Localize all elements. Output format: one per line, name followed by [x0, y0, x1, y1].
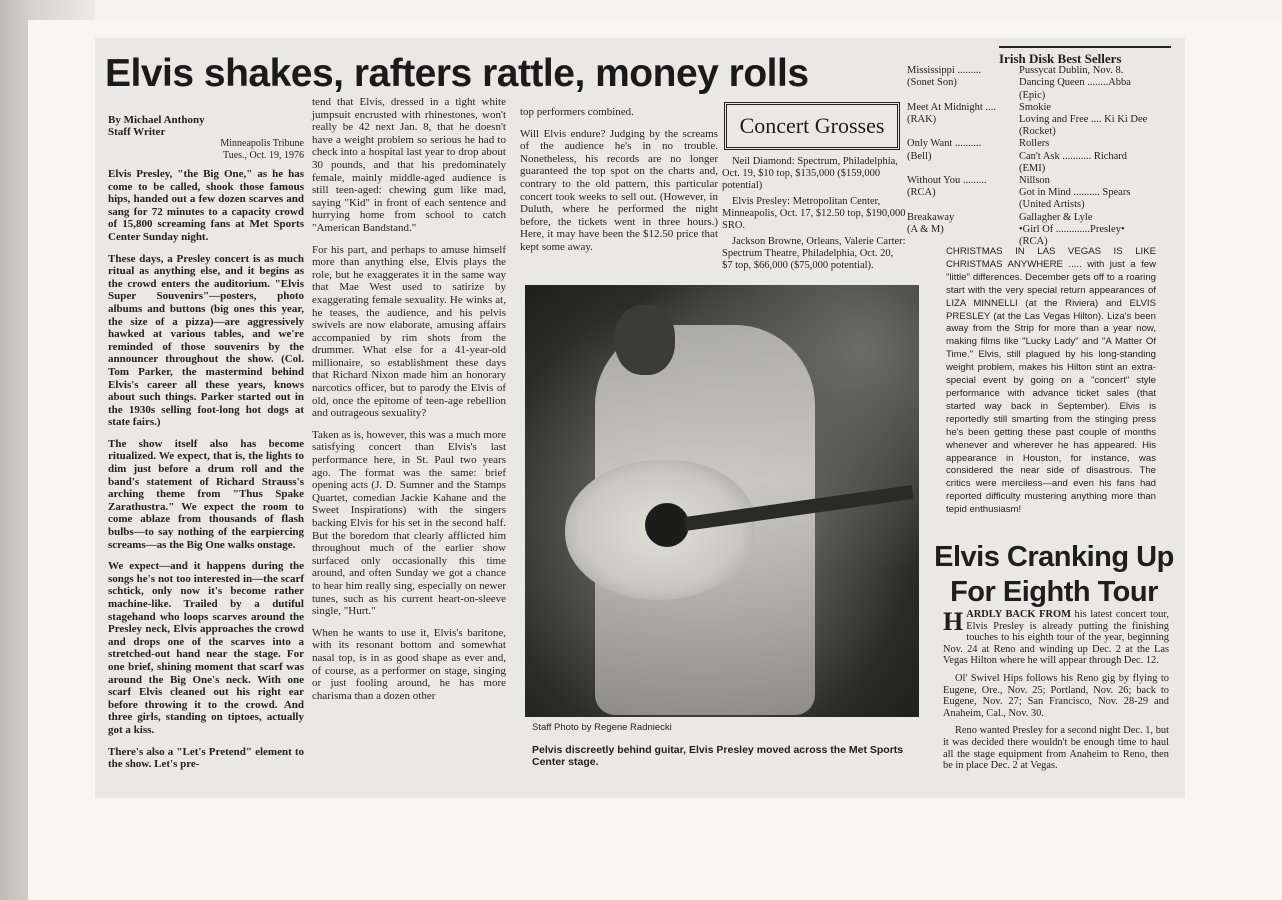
tour-headline-line-1: Elvis Cranking Up	[934, 541, 1174, 573]
best-seller-right: Got in Mind .......... Spears	[1019, 187, 1131, 199]
concert-grosses-title: Concert Grosses	[724, 102, 900, 150]
paragraph: These days, a Presley concert is as much ritual as anything else, and it begins as the crowd enters the auditorium. "Elvis Super Souvenirs"—posters, photo albums and buttons (big ones this year, the size of a pizza)—are aggressively hawked at various tables, and we're reminded of those souvenirs by the announcer throughout the show. (Col. Tom Parker, the mastermind behind Elvis's career all these years, knows about such things. Parker started out in the 1930s selling foot-long hot dogs at state fairs.)	[108, 252, 304, 429]
paragraph: When he wants to use it, Elvis's baritone, with its resonant bottom and somewhat nasal top, is in as good shape as ever and, of course, as a performer on stage, singing or just fooling around, he has more charisma than a dozen other	[312, 626, 506, 702]
best-seller-right: Can't Ask ........... Richard	[1019, 150, 1128, 162]
tour-headline	[928, 540, 1180, 610]
paragraph: There's also a "Let's Pretend" element to the show. Let's pre-	[108, 745, 304, 771]
paragraph: We expect—and it happens during the songs he's not too interested in—the scarf schtick, only now it's become rather machine-like. Trailed by a dutiful stagehand who loops scarves around the Presley neck, Elvis approaches the crowd and drops one of the scarves into a stretched-out hand near the stage. For one brief, shining moment that scarf was around the Big One's neck. With one scarf Elvis cleaned out his right ear before throwing it to the crowd. And three girls, standing on tiptoes, actually got a kiss.	[108, 560, 304, 736]
drop-cap: H	[943, 607, 964, 636]
photo-credit: Staff Photo by Regene Radniecki	[532, 722, 672, 733]
tour-text: his latest concert tour, Elvis Presley is already putting the finishing touches to his eighth tour of the year, beginning Nov. 24 at Reno and winding up Dec. 2 at the Las Vegas Hilton where he will appear through Dec. 12.	[943, 609, 1170, 667]
best-seller-row	[907, 77, 1171, 89]
best-seller-left	[907, 90, 1019, 102]
tour-lead: ARDLY BACK FROM	[966, 609, 1071, 620]
dateline-date: Tues., Oct. 19, 1976	[222, 150, 304, 161]
best-seller-right: (United Artists)	[1019, 199, 1085, 211]
best-seller-row	[907, 102, 1171, 114]
best-seller-row	[907, 151, 1171, 163]
tour-paragraph: Reno wanted Presley for a second night Dec. 1, but it was decided there wouldn't be enough time to haul all the stage equipment from Anaheim to Reno, then be in place Dec. 2 at Vegas.	[943, 725, 1169, 772]
best-seller-left: Without You .........	[907, 175, 987, 187]
article-column-1	[108, 114, 304, 780]
las-vegas-gossip: CHRISTMAS IN LAS VEGAS IS LIKE CHRISTMAS ANYWHERE ..... with just a few "little" differences. December gets off to a roaring start with the very special return appearances of LIZA MINNELLI (at the Riviera) and ELVIS PRESLEY (at the Las Vegas Hilton). Liza's been away from the Strip for more than a year now, making films like "Lucky Lady" and "A Matter Of Time." Elvis, still plagued by his long-standing weight problem, makes his Hilton stint an extra-special event by going on a "concert" style performance with advance ticket sales (that started way back in September). Elvis is reportedly still smarting from the stinging press he's been getting these past couple of months whenever and wherever he has appeared. His appearance in Houston, for instance, was considered the near side of disastrous. The critics were merciless—and even his fans had reported difficulty mustering anything more than tepid enthusiasm!	[946, 246, 1156, 516]
photo-caption: Pelvis discreetly behind guitar, Elvis Presley moved across the Met Sports Center stage.	[532, 744, 904, 768]
best-seller-right: (Epic)	[1019, 89, 1046, 101]
best-seller-right: Pussycat Dublin, Nov. 8.	[1019, 65, 1124, 77]
paragraph: tend that Elvis, dressed in a tight white jumpsuit encrusted with rhinestones, won't really be 42 next Jan. 8, that he doesn't have a weight problem so serious he had to check into a hospital last year to drop about 30 pounds, and that his predominately female, mainly middle-aged audience is still teen-aged: chewing gum like mad, saying "Kid" in front of each sentence and hurrying home from school to catch "American Bandstand."	[312, 96, 506, 234]
best-seller-right: Smokie	[1019, 101, 1052, 113]
best-seller-left: (Sonet Son)	[907, 77, 957, 89]
best-seller-row	[907, 212, 1171, 224]
best-seller-right: (RCA)	[1019, 236, 1048, 248]
dateline	[108, 138, 304, 162]
best-seller-right: Loving and Free .... Ki Ki Dee	[1019, 114, 1148, 126]
article-headline: Elvis shakes, rafters rattle, money rolls	[105, 52, 809, 95]
best-seller-right: (Rocket)	[1019, 126, 1056, 138]
tour-paragraph: Ol' Swivel Hips follows his Reno gig by flying to Eugene, Ore., Nov. 25; Portland, Nov. 26; back to Eugene, Nov. 27; San Francisco, Nov. 28-29 and Anaheim, Cal., Nov. 30.	[943, 672, 1169, 719]
best-seller-left: (RAK)	[907, 114, 937, 126]
best-seller-left: Mississippi .........	[907, 65, 982, 77]
grosses-entry: Elvis Presley: Metropolitan Center, Minneapolis, Oct. 17, $12.50 top, $190,000 SRO.	[722, 196, 906, 231]
best-seller-right: (EMI)	[1019, 162, 1046, 174]
best-seller-left	[907, 199, 1019, 211]
elvis-photo	[525, 285, 919, 717]
best-seller-right: Dancing Queen ........Abba	[1019, 77, 1131, 89]
article-column-3	[520, 106, 718, 263]
best-seller-right: Gallagher & Lyle	[1019, 211, 1093, 223]
best-seller-row	[907, 163, 1171, 175]
best-seller-left: (RCA)	[907, 187, 936, 199]
best-seller-left: (Bell)	[907, 150, 932, 162]
paragraph: Taken as is, however, this was a much more satisfying concert than Elvis's last performance here, in St. Paul two years ago. The format was the same: brief opening acts (J. D. Sumner and the Stamps Quartet, comedian Jackie Kahane and the Sweet Inspirations) with the singers backing Elvis for his set in the second half. But the boredom that clearly afflicted him throughout much of the earlier show surfaced only occasionally this time around, and often Sunday we got a chance to hear him really sing, especially on newer tunes, such as his current heart-on-sleeve single, "Hurt."	[312, 428, 506, 618]
paragraph: Will Elvis endure? Judging by the screams of the audience he's in no trouble. Nonetheless, his records are no longer guaranteed the top spot on the charts and, contrary to the old pattern, this particular concert took weeks to sell out. (However, in Duluth, where he performed the night before, the tickets went in three hours.) Here, it may have been the $12.50 price that kept some away.	[520, 127, 718, 253]
paragraph: The show itself also has become ritualized. We expect, that is, the lights to dim just before a drum roll and the band's statement of Richard Strauss's arching theme from "Thus Spake Zarathustra." We expect the room to come ablaze from thousands of flash bulbs—to say nothing of the earpiercing screams—as the Big One walks onstage.	[108, 437, 304, 551]
best-seller-row	[907, 90, 1171, 102]
best-seller-left: Breakaway	[907, 211, 955, 223]
best-sellers-title: Irish Disk Best Sellers	[999, 46, 1171, 65]
best-seller-row	[907, 138, 1171, 150]
byline-name: By Michael Anthony	[108, 114, 205, 126]
byline-title: Staff Writer	[108, 126, 166, 138]
grosses-entry: Neil Diamond: Spectrum, Philadelphia, Oct. 19, $10 top, $135,000 ($159,000 potential)	[722, 156, 898, 191]
best-seller-left	[907, 163, 1019, 175]
best-seller-row	[907, 126, 1171, 138]
best-seller-left: Meet At Midnight ....	[907, 101, 996, 113]
grosses-entry: Jackson Browne, Orleans, Valerie Carter: Spectrum Theatre, Philadelphia, Oct. 20, $7 top, $66,000 ($75,000 potential).	[722, 236, 906, 271]
best-seller-row	[907, 65, 1171, 77]
tour-paragraph	[943, 609, 1169, 667]
best-seller-right: Rollers	[1019, 138, 1050, 150]
best-seller-row	[907, 187, 1171, 199]
paragraph: Elvis Presley, "the Big One," as he has come to be called, shook those famous hips, handed out a few dozen scarves and sang for 72 minutes to a capacity crowd of 15,800 screaming fans at Met Sports Center Sunday night.	[108, 168, 304, 243]
tour-story	[943, 609, 1169, 778]
best-seller-left	[907, 126, 1019, 138]
article-column-2	[312, 96, 506, 711]
best-seller-row	[907, 199, 1171, 211]
irish-best-sellers	[907, 46, 1171, 248]
paragraph: top performers combined.	[520, 106, 634, 118]
byline	[108, 114, 304, 162]
best-seller-row	[907, 114, 1171, 126]
best-seller-row	[907, 175, 1171, 187]
concert-grosses-list	[722, 156, 906, 276]
best-seller-right: Nillson	[1019, 175, 1050, 187]
best-seller-left: Only Want ..........	[907, 138, 982, 150]
dateline-source: Minneapolis Tribune	[220, 138, 304, 149]
photo-guitar-soundhole	[645, 503, 689, 547]
best-sellers-rows	[907, 65, 1171, 248]
best-seller-row	[907, 224, 1171, 236]
best-seller-right: •Girl Of .............Presley•	[1019, 223, 1125, 235]
best-seller-left: (A & M)	[907, 223, 944, 235]
tour-headline-line-2: For Eighth Tour	[950, 576, 1158, 608]
photo-head	[615, 305, 675, 375]
paragraph: For his part, and perhaps to amuse himself more than anything else, Elvis plays the role, but he exaggerates it in the same way that Mae West used to satirize by exaggerating female sexuality. He winks at, he teases, the audience, and his pelvis swivels are now elaborate, amusing affairs accompanied by rim shots from the drummer. What else for a 41-year-old millionaire, so establishment these days that Richard Nixon made him an honorary narcotics officer, but to parody the Elvis of old, once the epitome of teen-age rebellion and outrageous sexuality?	[312, 243, 506, 420]
